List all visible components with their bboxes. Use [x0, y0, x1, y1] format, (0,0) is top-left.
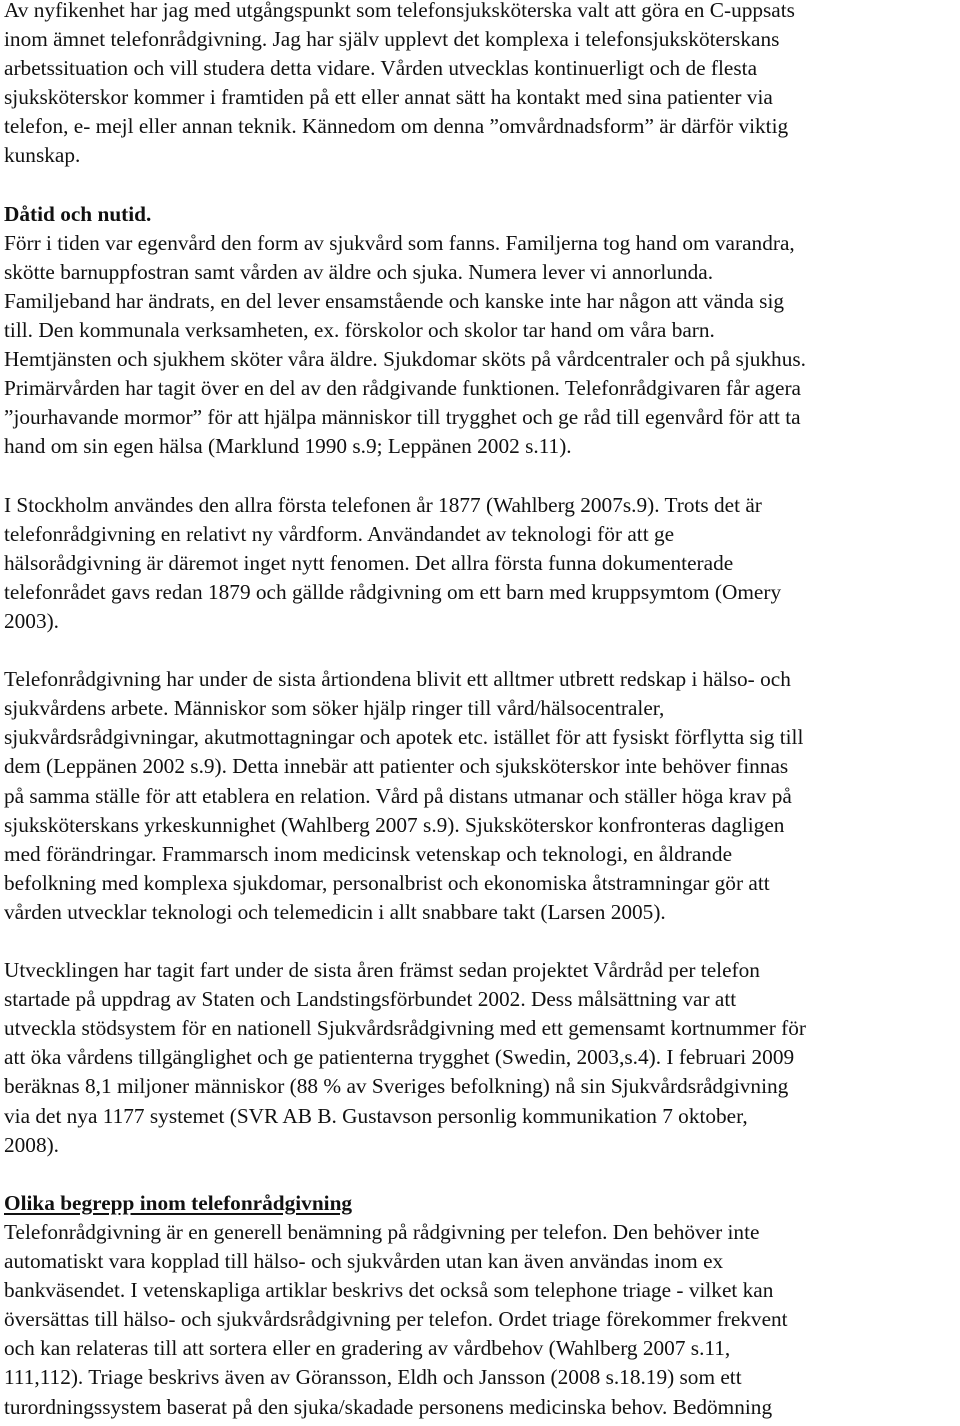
document-page — [4, 0, 959, 1422]
paragraph-utvecklingen: Utvecklingen har tagit fart under de sista åren främst sedan projektet Vårdråd per telefon startade på uppdrag av Staten och Landstingsförbundet 2002. Dess målsättning var att utveckla stödsystem för en nationell Sjukvårdsrådgivning med ett gemensamt kortnummer för att öka vårdens tillgänglighet och ge patienterna trygghet (Swedin, 2003,s.4). I februari 2009 beräknas 8,1 miljoner människor (88 % av Sveriges befolkning) nå sin Sjukvårdsrådgivning via det nya 1177 systemet (SVR AB B. Gustavson personlig kommunikation 7 oktober, 2008). — [4, 958, 807, 1157]
paragraph-gap — [4, 462, 959, 491]
paragraph-gap — [4, 1160, 959, 1189]
paragraph-telefonradgivning-utbrett: Telefonrådgivning har under de sista årtiondena blivit ett alltmer utbrett redskap i hälso- och sjukvårdens arbete. Människor som söker hjälp ringer till vård/hälsocentraler, sjukvårdsrådgivningar, akutmottagningar och apotek etc. istället för att fysiskt förflytta sig till dem (Leppänen 2002 s.9). Detta innebär att patienter och sjuksköterskor inte behöver finnas på samma ställe för att etablera en relation. Vård på distans utmanar och ställer höga krav på sjuksköterskans yrkeskunnighet (Wahlberg 2007 s.9). Sjuksköterskor konfronteras dagligen med förändringar. Frammarsch inom medicinsk vetenskap och teknologi, en åldrande befolkning med komplexa sjukdomar, personalbrist och ekonomiska åtstramningar gör att vården utvecklar teknologi och telemedicin i allt snabbare takt (Larsen 2005). — [4, 667, 804, 924]
section-heading-datid-och-nutid: Dåtid och nutid. — [4, 201, 152, 226]
paragraph-gap — [4, 927, 959, 956]
paragraph-gap — [4, 636, 959, 665]
paragraph-generell-benamning: Telefonrådgivning är en generell benämning på rådgivning per telefon. Den behöver inte automatiskt vara kopplad till hälso- och sjukvården utan kan även användas inom ex bankväsendet. I vetenskapliga artiklar beskrivs det också som telephone triage - vilket kan översättas till hälso- och sjukvårdsrådgivning per telefon. Ordet triage förekommer frekvent och kan relateras till att sortera eller en gradering av vårdbehov (Wahlberg 2007 s.11, 111,112). Triage beskrivs även av Göransson, Eldh och Jansson (2008 s.18.19) som ett turordningssystem baserat på den sjuka/skadade personens medicinska behov. Bedömning — [4, 1219, 788, 1419]
section-heading-olika-begrepp: Olika begrepp inom telefonrådgivning — [4, 1190, 353, 1215]
intro-paragraph: Av nyfikenhet har jag med utgångspunkt som telefonsjuksköterska valt att göra en C-uppsats inom ämnet telefonrådgivning. Jag har själv upplevt det komplexa i telefonsjuksköterskans arbetssituation och vill studera detta vidare. Vården utvecklas kontinuerligt och de flesta sjuksköterskor kommer i framtiden på ett eller annat sätt ha kontakt med sina patienter via telefon, e- mejl eller annan teknik. Kännedom om denna ”omvårdnadsform” är därför viktig kunskap. — [4, 0, 795, 168]
paragraph-stockholm-telefon: I Stockholm användes den allra första telefonen år 1877 (Wahlberg 2007s.9). Trots det är telefonrådgivning en relativt ny vårdform. Användandet av teknologi för att ge hälsorådgivning är däremot inget nytt fenomen. Det allra första funna dokumenterade telefonrådet gavs redan 1879 och gällde rådgivning om ett barn med kruppsymtom (Omery 2003). — [4, 492, 782, 633]
paragraph-egenvard: Förr i tiden var egenvård den form av sjukvård som fanns. Familjerna tog hand om varandra, skötte barnuppfostran samt vården av äldre och sjuka. Numera lever vi annorlunda. Familjeband har ändrats, en del lever ensamstående och kanske inte har någon att vända sig till. Den kommunala verksamheten, ex. förskolor och skolor tar hand om våra barn. Hemtjänsten och sjukhem sköter våra äldre. Sjukdomar sköts på vårdcentraler och på sjukhus. Primärvården har tagit över en del av den rådgivande funktionen. Telefonrådgivaren får agera ”jourhavande mormor” för att hjälpa människor till trygghet och ge råd till egenvård för att ta hand om sin egen hälsa (Marklund 1990 s.9; Leppänen 2002 s.11). — [4, 230, 806, 459]
paragraph-gap — [4, 171, 959, 200]
